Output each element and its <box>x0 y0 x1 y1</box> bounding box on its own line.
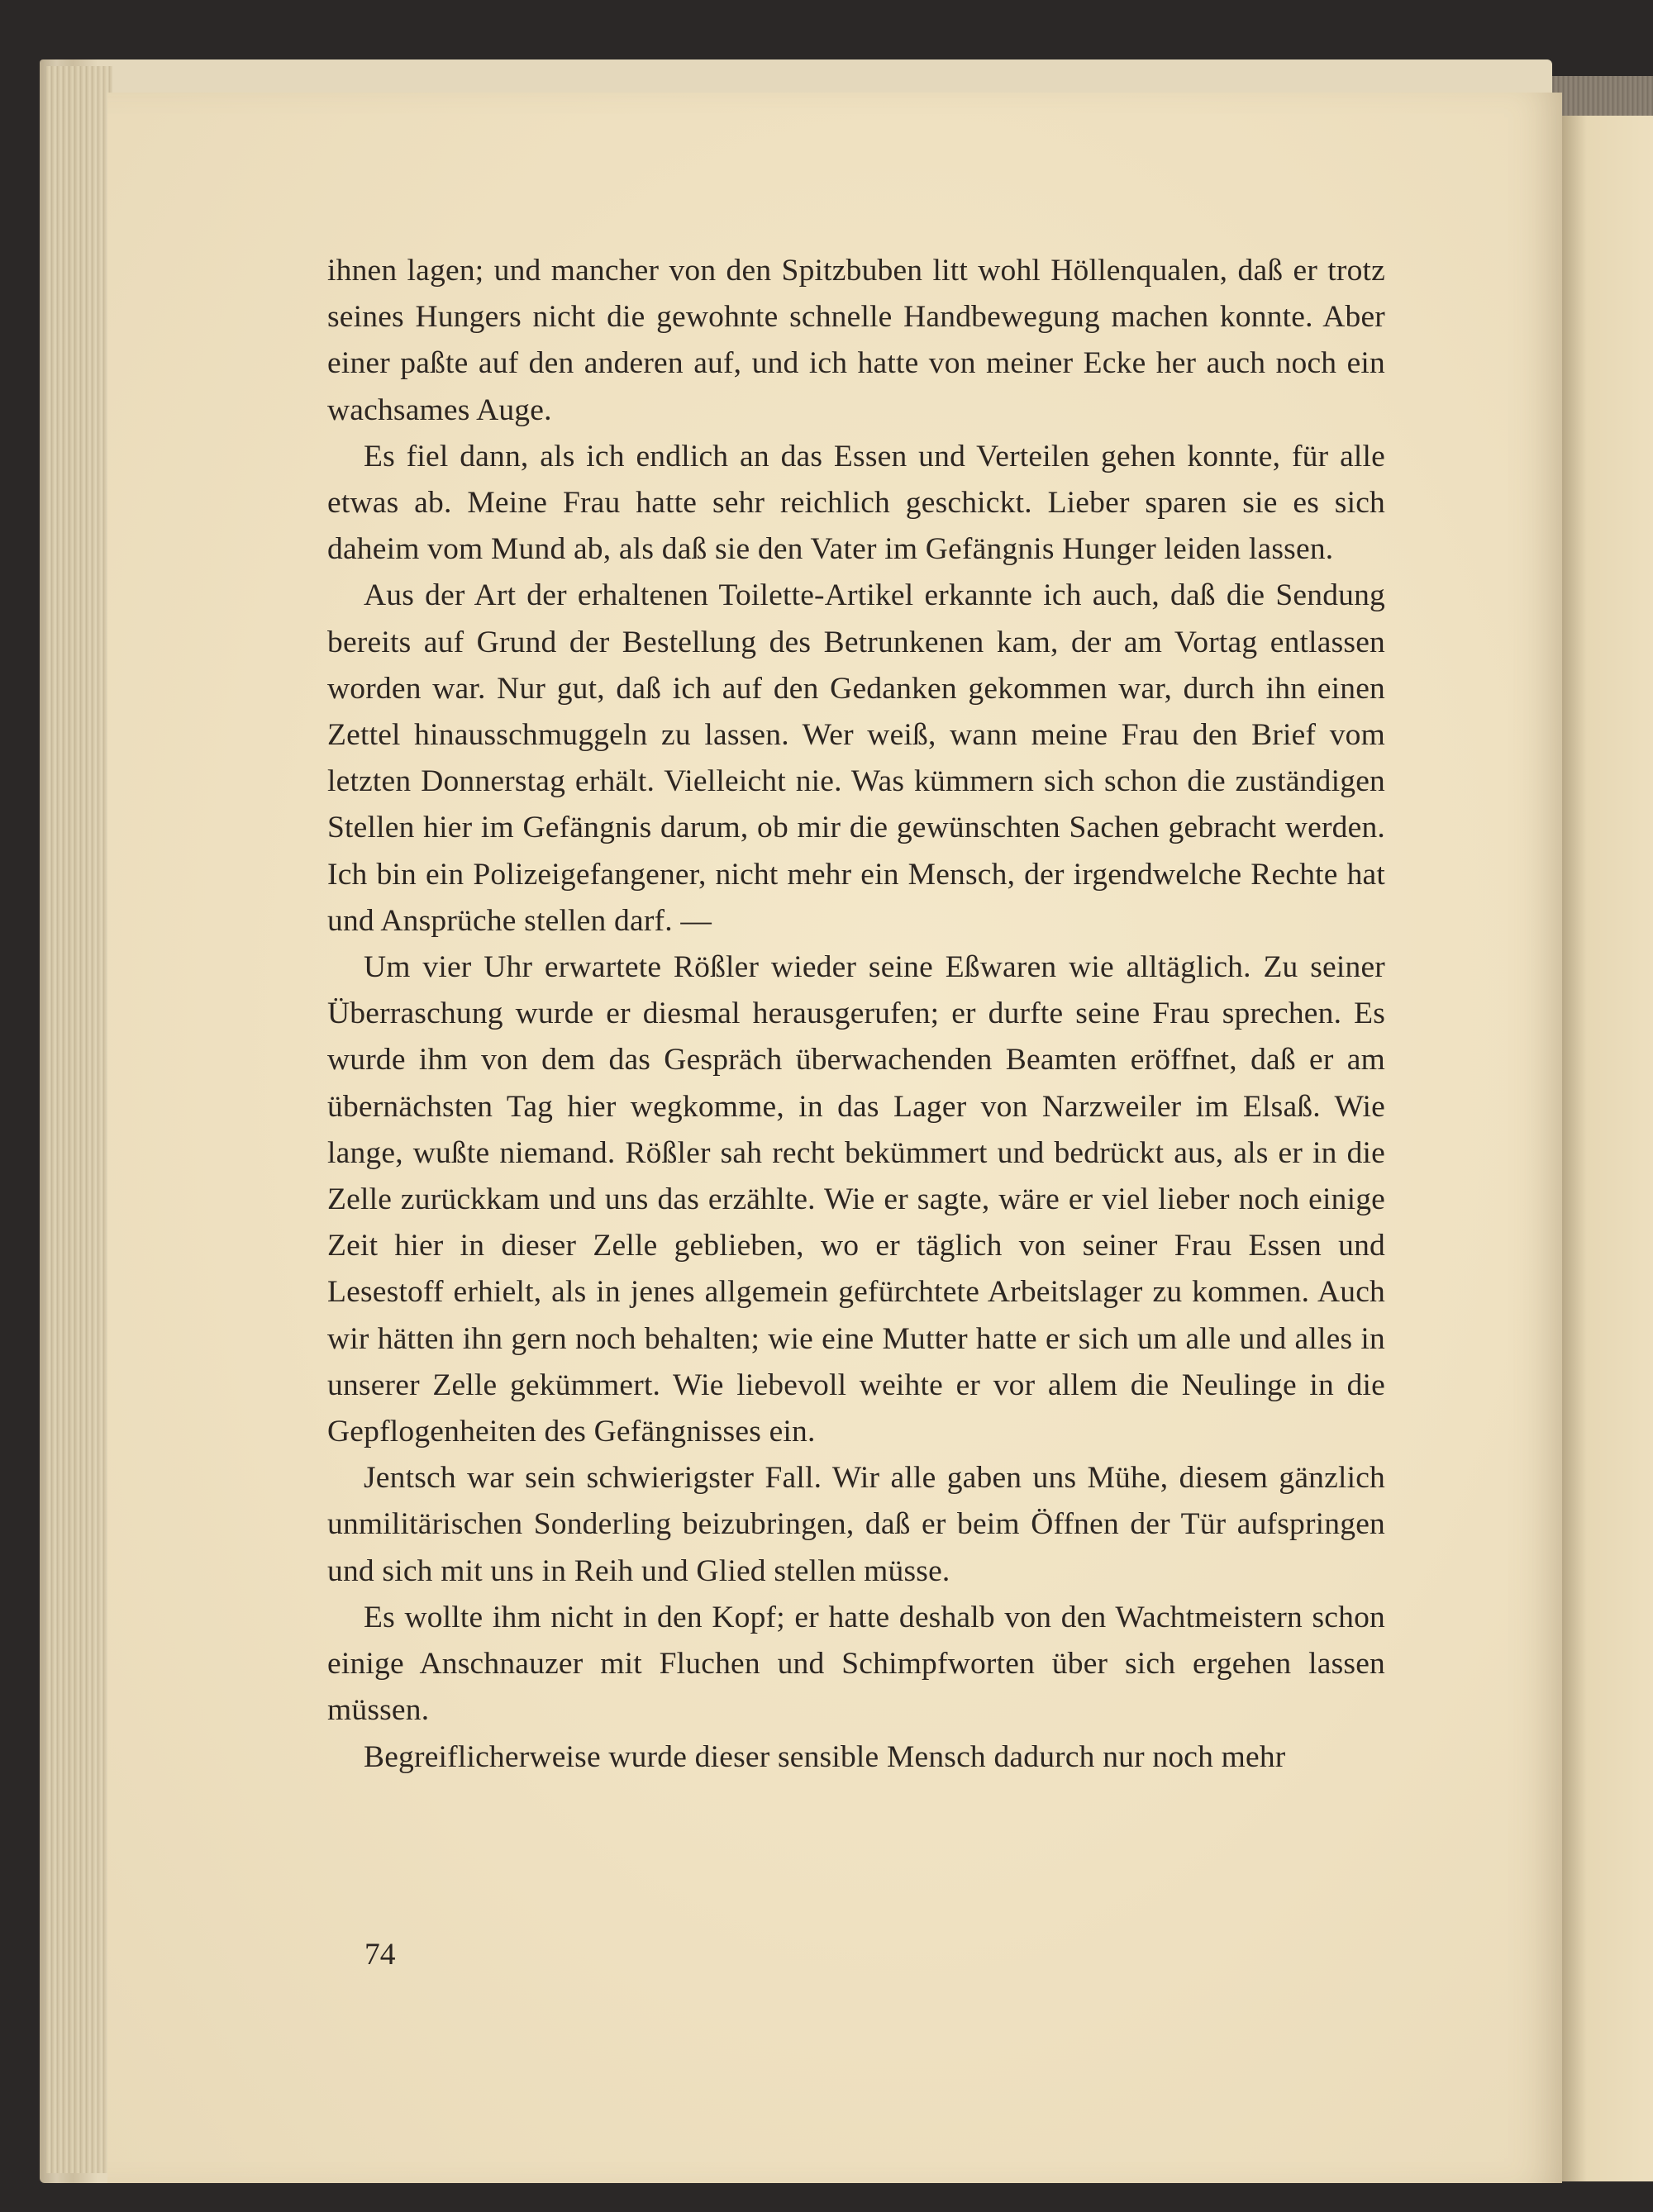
page-text <box>327 248 1385 1781</box>
paragraph-3: Aus der Art der erhaltenen Toilette-Artikel erkannte ich auch, daß die Sendung bereits auf Grund der Bestellung des Betrunkenen kam, der am Vortag entlassen worden war. Nur gut, daß ich auf den Gedanken gekommen war, durch ihn einen Zettel hinausschmuggeln zu lassen. Wer weiß, wann meine Frau den Brief vom letzten Donnerstag erhält. Vielleicht nie. Was kümmern sich schon die zuständigen Stellen hier im Gefängnis darum, ob mir die gewünschten Sachen gebracht werden. Ich bin ein Polizeigefangener, nicht mehr ein Mensch, der irgendwelche Rechte hat und Ansprüche stellen darf. — <box>327 578 1385 938</box>
paragraph-7: Begreiflicherweise wurde dieser sensible Mensch dadurch nur noch mehr <box>364 1739 1286 1774</box>
page-edges <box>46 66 112 2173</box>
paragraph-5: Jentsch war sein schwierigster Fall. Wir alle gaben uns Mühe, diesem gänzlich unmilitärischen Sonderling beizubringen, daß er beim Öffnen der Tür aufspringen und sich mit uns in Reih und Glied stellen müsse. <box>327 1461 1385 1588</box>
page-number: 74 <box>364 1938 396 1972</box>
paragraph-1: ihnen lagen; und mancher von den Spitzbuben litt wohl Höllenqualen, daß er trotz seines Hungers nicht die gewohnte schnelle Handbewegung machen konnte. Aber einer paßte auf den anderen auf, und ich hatte von meiner Ecke her auch noch ein wachsames Auge. <box>327 254 1385 427</box>
paragraph-2: Es fiel dann, als ich endlich an das Essen und Verteilen gehen konnte, für alle etwas ab. Meine Frau hatte sehr reichlich geschickt. Lieber sparen sie es sich daheim vom Mund ab, als daß sie den Vater im Gefängnis Hunger leiden lassen. <box>327 439 1385 567</box>
facing-page-edge <box>1562 116 1653 2181</box>
paragraph-4: Um vier Uhr erwartete Rößler wieder seine Eßwaren wie alltäglich. Zu seiner Überraschung wurde er diesmal herausgerufen; er durfte seine Frau sprechen. Es wurde ihm von dem das Gespräch überwachenden Beamten eröffnet, daß er am übernächsten Tag hier wegkomme, in das Lager von Narzweiler im Elsaß. Wie lange, wußte niemand. Rößler sah recht bekümmert und bedrückt aus, als er in die Zelle zurückkam und uns das erzählte. Wie er sagte, wäre er viel lieber noch einige Zeit hier in dieser Zelle geblieben, wo er täglich von seiner Frau Essen und Lesestoff erhielt, als in jenes allgemein gefürchtete Arbeitslager zu kommen. Auch wir hätten ihn gern noch behalten; wie eine Mutter hatte er sich um alle und alles in unserer Zelle gekümmert. Wie liebevoll weihte er vor allem die Neulinge in die Gepflogenheiten des Gefängnisses ein. <box>327 950 1385 1449</box>
paragraph-6: Es wollte ihm nicht in den Kopf; er hatte deshalb von den Wachtmeistern schon einige Anschnauzer mit Fluchen und Schimpfworten über sich ergehen lassen müssen. <box>327 1600 1385 1728</box>
